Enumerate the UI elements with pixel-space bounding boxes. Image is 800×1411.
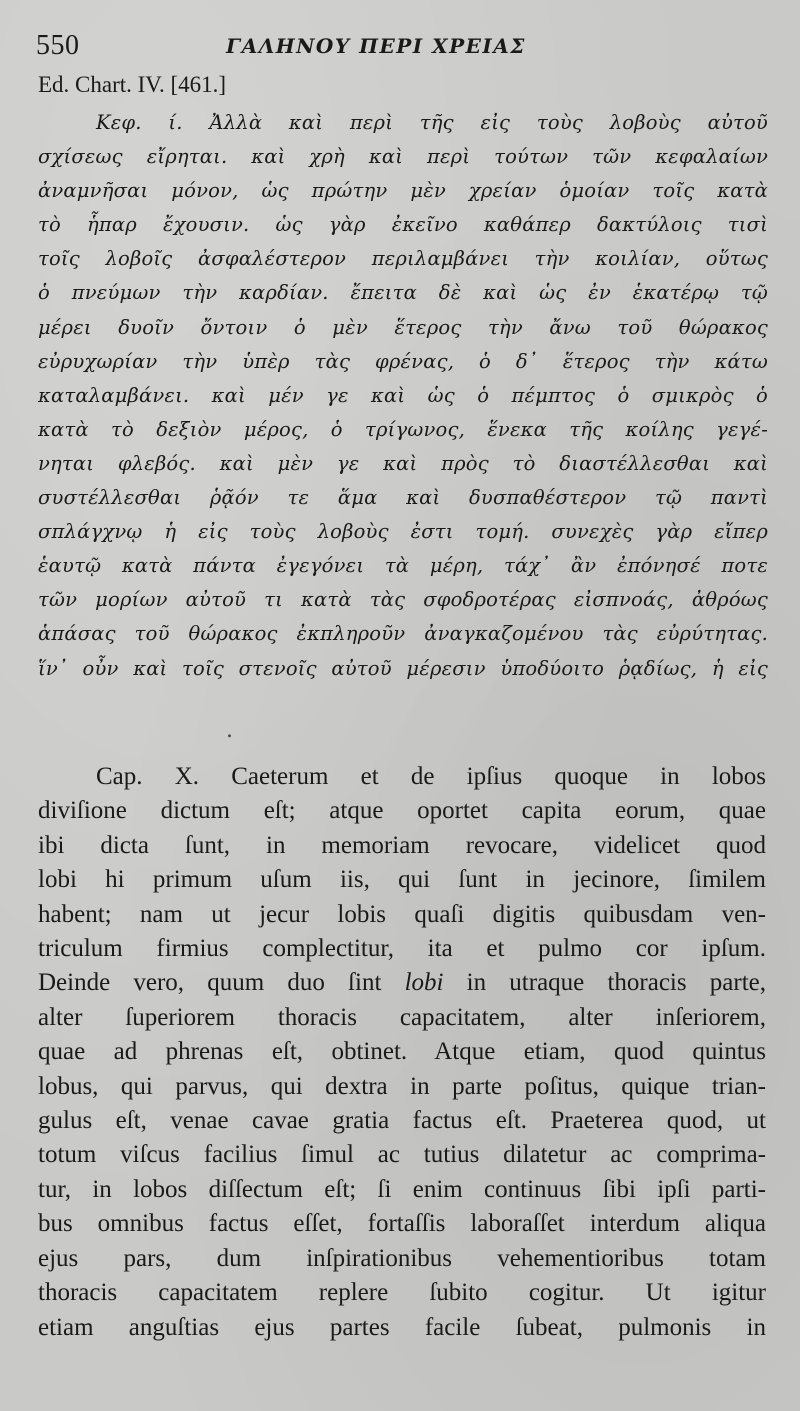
greek-line: ἁπάσας τοῦ θώρακος ἐκπληροῦν ἀναγκαζομένου τὰς εὐρύτητας. xyxy=(38,622,768,646)
latin-first-line-text: Caeterum et de ipſius quoque in lobos xyxy=(199,763,766,790)
latin-line: etiam anguſtias ejus partes facile ſubeat, pulmonis in xyxy=(38,1313,766,1341)
chapter-heading: Cap. X. xyxy=(96,763,200,790)
latin-line: bus omnibus factus eſſet, fortaſſis laboraſſet interdum aliqua xyxy=(38,1210,766,1238)
latin-line: lobus, qui parvus, qui dextra in parte poſitus, quique trian- xyxy=(38,1072,766,1100)
edition-reference: Ed. Chart. IV. [461.] xyxy=(38,72,227,97)
greek-line: ἑαυτῷ κατὰ πάντα ἐγεγόνει τὰ μέρη, τάχ᾽ ἂν ἐπόνησέ ποτε xyxy=(38,554,768,578)
latin-line-segment: in utraque thoracis parte, xyxy=(443,969,766,997)
latin-line: thoracis capacitatem replere ſubito cogitur. Ut igitur xyxy=(38,1279,766,1307)
latin-line: ejus pars, dum inſpirationibus vehementioribus totam xyxy=(38,1244,766,1272)
latin-line: quae ad phrenas eſt, obtinet. Atque etiam, quod quintus xyxy=(38,1038,766,1066)
greek-line: σπλάγχνῳ ἡ εἰς τοὺς λοβοὺς ἐστι τομή. συνεχὲς γὰρ εἴπερ xyxy=(38,520,768,544)
greek-line: τὸ ἧπαρ ἔχουσιν. ὡς γὰρ ἐκεῖνο καθάπερ δακτύλοις τισὶ xyxy=(38,213,768,237)
latin-line-segment: Deinde vero, quum duo ſint xyxy=(38,969,405,997)
latin-text-block xyxy=(38,760,766,1345)
greek-line: Κεφ. ί. Ἀλλὰ καὶ περὶ τῆς εἰς τοὺς λοβοὺς αὐτοῦ xyxy=(96,111,768,134)
latin-line: diviſione dictum eſt; atque oportet capita eorum, quae xyxy=(38,797,766,825)
page-number: 550 xyxy=(36,30,80,61)
latin-line: totum viſcus facilius ſimul ac tutius dilatetur ac comprima- xyxy=(38,1141,766,1169)
latin-line: ibi dicta ſunt, in memoriam revocare, videlicet quod xyxy=(38,831,766,859)
greek-line: ἀναμνῆσαι μόνον, ὡς πρώτην μὲν χρείαν ὁμοίαν τοῖς κατὰ xyxy=(38,179,768,203)
page-header xyxy=(36,30,776,64)
greek-line: ὁ πνεύμων τὴν καρδίαν. ἔπειτα δὲ καὶ ὡς ἐν ἑκατέρῳ τῷ xyxy=(38,281,768,305)
emphasized-word: lobi xyxy=(404,969,444,997)
greek-line: μέρει δυοῖν ὄντοιν ὁ μὲν ἕτερος τὴν ἄνω τοῦ θώρακος xyxy=(38,315,768,339)
latin-line: alter ſuperiorem thoracis capacitatem, alter inſeriorem, xyxy=(38,1003,766,1031)
latin-line: triculum firmius complectitur, ita et pulmo cor ipſum. xyxy=(38,935,766,963)
greek-line: εὐρυχωρίαν τὴν ὑπὲρ τὰς φρένας, ὁ δ᾽ ἕτερος τὴν κάτω xyxy=(38,349,768,373)
latin-first-line xyxy=(38,760,766,794)
separator-mark: . xyxy=(226,718,233,743)
latin-line: lobi hi primum uſum iis, qui ſunt in jecinore, ſimilem xyxy=(38,866,766,894)
greek-text-block xyxy=(38,106,768,686)
greek-line: συστέλλεσθαι ῥᾷόν τε ἅμα καὶ δυσπαθέστερον τῷ παντὶ xyxy=(38,486,768,510)
latin-line-with-emphasis xyxy=(38,966,766,1000)
greek-line: καταλαμβάνει. καὶ μέν γε καὶ ὡς ὁ πέμπτος ὁ σμικρὸς ὁ xyxy=(38,383,768,407)
greek-line: σχίσεως εἴρηται. καὶ χρὴ καὶ περὶ τούτων τῶν κεφαλαίων xyxy=(38,145,768,169)
latin-line: gulus eſt, venae cavae gratia factus eſt. Praeterea quod, ut xyxy=(38,1107,766,1135)
greek-line: νηται φλεβός. καὶ μὲν γε καὶ πρὸς τὸ διαστέλλεσθαι καὶ xyxy=(38,451,768,475)
greek-line: τῶν μορίων αὐτοῦ τι κατὰ τὰς σφοδροτέρας εἰσπνοάς, ἀθρόως xyxy=(38,588,768,612)
greek-line: κατὰ τὸ δεξιὸν μέρος, ὁ τρίγωνος, ἕνεκα τῆς κοίλης γεγέ- xyxy=(38,417,768,441)
latin-line: tur, in lobos diſſectum eſt; ſi enim continuus ſibi ipſi parti- xyxy=(38,1175,766,1203)
greek-line: ἵν᾽ οὖν καὶ τοῖς στενοῖς αὐτοῦ μέρεσιν ὑποδύοιτο ῥᾳδίως, ἡ εἰς xyxy=(38,656,768,680)
running-head: ΓΑΛΗΝΟΥ ΠΕΡΙ ΧΡΕΙΑΣ xyxy=(226,34,526,58)
latin-line: habent; nam ut jecur lobis quaſi digitis quibusdam ven- xyxy=(38,900,766,928)
greek-line: τοῖς λοβοῖς ἀσφαλέστερον περιλαμβάνει τὴν κοιλίαν, οὕτως xyxy=(38,247,768,271)
